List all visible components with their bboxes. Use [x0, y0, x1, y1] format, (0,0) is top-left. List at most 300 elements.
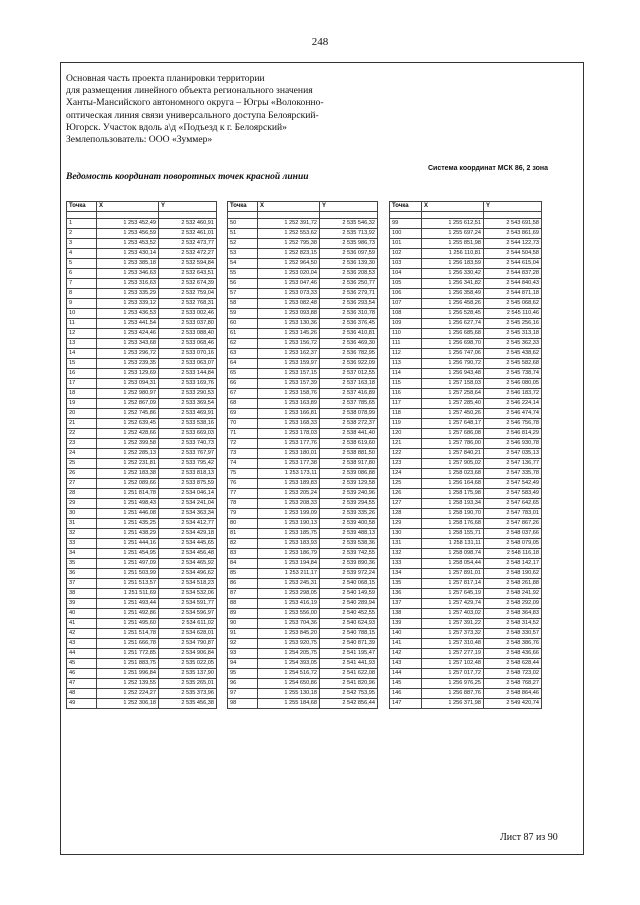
- point-number: 43: [67, 639, 97, 649]
- y-coordinate: 2 545 362,33: [484, 339, 542, 349]
- point-number: 132: [390, 549, 422, 559]
- x-coordinate: 1 253 452,49: [97, 219, 159, 229]
- point-number: 71: [228, 429, 258, 439]
- point-number: 45: [67, 659, 97, 669]
- y-coordinate: 2 538 619,60: [320, 439, 378, 449]
- x-coordinate: 1 254 205,75: [258, 649, 320, 659]
- x-coordinate: 1 251 435,25: [97, 519, 159, 529]
- y-coordinate: 2 549 420,74: [484, 699, 542, 709]
- point-number: 29: [67, 499, 97, 509]
- point-number: 73: [228, 449, 258, 459]
- point-number: 79: [228, 509, 258, 519]
- point-number: 57: [228, 289, 258, 299]
- x-coordinate: 1 252 399,58: [97, 439, 159, 449]
- point-number: 80: [228, 519, 258, 529]
- point-number: 49: [67, 699, 97, 709]
- y-coordinate: 2 539 294,55: [320, 499, 378, 509]
- point-number: 78: [228, 499, 258, 509]
- y-coordinate: 2 541 622,08: [320, 669, 378, 679]
- y-coordinate: 2 536 097,59: [320, 249, 378, 259]
- point-number: 63: [228, 349, 258, 359]
- table-row: [390, 499, 542, 509]
- y-coordinate: 2 545 068,62: [484, 299, 542, 309]
- y-coordinate: 2 536 139,30: [320, 259, 378, 269]
- point-number: 144: [390, 669, 422, 679]
- x-coordinate: 1 253 178,03: [258, 429, 320, 439]
- table-row: [228, 549, 378, 559]
- y-coordinate: 2 537 012,55: [320, 369, 378, 379]
- table-row: [228, 269, 378, 279]
- table-row: [390, 259, 542, 269]
- table-row: [390, 609, 542, 619]
- y-coordinate: 2 548 723,02: [484, 669, 542, 679]
- point-number: 68: [228, 399, 258, 409]
- x-coordinate: 1 255 130,18: [258, 689, 320, 699]
- point-number: 58: [228, 299, 258, 309]
- point-number: 64: [228, 359, 258, 369]
- y-coordinate: 2 548 079,05: [484, 539, 542, 549]
- point-number: 133: [390, 559, 422, 569]
- x-coordinate: 1 255 697,24: [422, 229, 484, 239]
- x-coordinate: 1 253 185,75: [258, 529, 320, 539]
- x-coordinate: 1 253 211,17: [258, 569, 320, 579]
- y-coordinate: 2 544 504,58: [484, 249, 542, 259]
- table-row: [228, 419, 378, 429]
- point-number: 7: [67, 279, 97, 289]
- table-row: [228, 439, 378, 449]
- y-coordinate: 2 539 742,55: [320, 549, 378, 559]
- x-coordinate: 1 253 130,36: [258, 319, 320, 329]
- point-number: 67: [228, 389, 258, 399]
- point-number: 70: [228, 419, 258, 429]
- x-coordinate: 1 253 205,24: [258, 489, 320, 499]
- x-coordinate: 1 253 180,01: [258, 449, 320, 459]
- y-coordinate: 2 547 542,49: [484, 479, 542, 489]
- y-coordinate: 2 543 861,69: [484, 229, 542, 239]
- x-coordinate: 1 257 285,40: [422, 399, 484, 409]
- point-number: 124: [390, 469, 422, 479]
- table-row: [67, 439, 217, 449]
- table-row: [228, 459, 378, 469]
- point-number: 111: [390, 339, 422, 349]
- y-coordinate: 2 539 129,58: [320, 479, 378, 489]
- header-line: Югорск. Участок вдоль а\д «Подъезд к г. Белоярский»: [66, 121, 287, 133]
- x-coordinate: 1 255 612,51: [422, 219, 484, 229]
- table-row: [390, 649, 542, 659]
- point-number: 17: [67, 379, 97, 389]
- x-coordinate: 1 257 277,19: [422, 649, 484, 659]
- y-coordinate: 2 534 046,14: [159, 489, 217, 499]
- x-coordinate: 1 253 168,33: [258, 419, 320, 429]
- x-coordinate: 1 253 920,75: [258, 639, 320, 649]
- x-coordinate: 1 253 190,13: [258, 519, 320, 529]
- point-number: 86: [228, 579, 258, 589]
- table-row: [228, 319, 378, 329]
- x-coordinate: 1 258 193,34: [422, 499, 484, 509]
- x-coordinate: 1 253 424,46: [97, 329, 159, 339]
- x-coordinate: 1 252 823,15: [258, 249, 320, 259]
- x-coordinate: 1 253 239,35: [97, 359, 159, 369]
- point-number: 19: [67, 399, 97, 409]
- x-coordinate: 1 258 054,44: [422, 559, 484, 569]
- x-coordinate: 1 251 996,84: [97, 669, 159, 679]
- y-coordinate: 2 548 190,62: [484, 569, 542, 579]
- x-coordinate: 1 253 094,31: [97, 379, 159, 389]
- x-coordinate: 1 253 199,09: [258, 509, 320, 519]
- y-coordinate: 2 540 149,59: [320, 589, 378, 599]
- point-number: 108: [390, 309, 422, 319]
- point-number: 25: [67, 459, 97, 469]
- table-row: [228, 509, 378, 519]
- header-line: Основная часть проекта планировки территории: [66, 73, 265, 84]
- point-number: 113: [390, 359, 422, 369]
- table-row: [67, 519, 217, 529]
- y-coordinate: 2 539 488,13: [320, 529, 378, 539]
- y-column-header: Y: [159, 202, 217, 212]
- y-coordinate: 2 535 265,01: [159, 679, 217, 689]
- table-title: Ведомость координат поворотных точек красной линии: [66, 172, 309, 182]
- table-row: [390, 419, 542, 429]
- point-number: 96: [228, 679, 258, 689]
- table-row: [390, 679, 542, 689]
- x-coordinate: 1 251 503,99: [97, 569, 159, 579]
- y-coordinate: 2 540 452,55: [320, 609, 378, 619]
- header-line: для размещения линейного объекта регионального значения: [66, 85, 313, 97]
- table-row: [390, 439, 542, 449]
- point-number: 82: [228, 539, 258, 549]
- table-row: [67, 269, 217, 279]
- point-number: 106: [390, 289, 422, 299]
- y-coordinate: 2 533 740,73: [159, 439, 217, 449]
- x-coordinate: 1 252 391,72: [258, 219, 320, 229]
- table-row: [390, 269, 542, 279]
- y-coordinate: 2 534 628,01: [159, 629, 217, 639]
- point-number: 93: [228, 649, 258, 659]
- y-coordinate: 2 532 759,04: [159, 289, 217, 299]
- table-row: [228, 529, 378, 539]
- x-coordinate: 1 256 458,26: [422, 299, 484, 309]
- table-row: [67, 589, 217, 599]
- point-number: 87: [228, 589, 258, 599]
- x-coordinate: 1 253 047,46: [258, 279, 320, 289]
- table-row: [390, 249, 542, 259]
- y-coordinate: 2 533 063,07: [159, 359, 217, 369]
- y-coordinate: 2 535 373,96: [159, 689, 217, 699]
- table-row: [67, 499, 217, 509]
- point-number: 136: [390, 589, 422, 599]
- table-row: [67, 529, 217, 539]
- point-number: 116: [390, 389, 422, 399]
- x-coordinate: 1 256 341,82: [422, 279, 484, 289]
- point-number: 138: [390, 609, 422, 619]
- x-coordinate: 1 253 173,11: [258, 469, 320, 479]
- x-coordinate: 1 251 495,60: [97, 619, 159, 629]
- page-number: 248: [311, 36, 329, 48]
- y-coordinate: 2 532 461,01: [159, 229, 217, 239]
- point-number: 110: [390, 329, 422, 339]
- x-coordinate: 1 252 867,09: [97, 399, 159, 409]
- table-row: [228, 589, 378, 599]
- table-row: [390, 229, 542, 239]
- table-row: [228, 679, 378, 689]
- table-row: [228, 579, 378, 589]
- point-number: 120: [390, 429, 422, 439]
- table-row: [228, 599, 378, 609]
- table-row: [390, 349, 542, 359]
- y-coordinate: 2 548 386,76: [484, 639, 542, 649]
- x-coordinate: 1 253 145,26: [258, 329, 320, 339]
- x-coordinate: 1 252 964,50: [258, 259, 320, 269]
- point-number: 8: [67, 289, 97, 299]
- y-column-header: Y: [320, 202, 378, 212]
- point-number: 91: [228, 629, 258, 639]
- point-number: 92: [228, 639, 258, 649]
- point-number: 76: [228, 479, 258, 489]
- point-number: 46: [67, 669, 97, 679]
- point-column-header: Точка: [390, 202, 422, 212]
- point-number: 9: [67, 299, 97, 309]
- table-row: [67, 309, 217, 319]
- x-coordinate: 1 253 245,31: [258, 579, 320, 589]
- table-row: [67, 399, 217, 409]
- point-number: 72: [228, 439, 258, 449]
- point-number: 26: [67, 469, 97, 479]
- y-coordinate: 2 534 591,77: [159, 599, 217, 609]
- x-coordinate: 1 258 098,74: [422, 549, 484, 559]
- x-coordinate: 1 257 373,32: [422, 629, 484, 639]
- x-coordinate: 1 251 498,43: [97, 499, 159, 509]
- sheet-number: Лист 87 из 90: [500, 832, 558, 843]
- x-coordinate: 1 253 177,38: [258, 459, 320, 469]
- point-number: 100: [390, 229, 422, 239]
- table-row: [228, 309, 378, 319]
- table-row: [228, 279, 378, 289]
- point-number: 12: [67, 329, 97, 339]
- y-coordinate: 2 534 429,18: [159, 529, 217, 539]
- table-row: [390, 219, 542, 229]
- table-row: [67, 649, 217, 659]
- point-number: 75: [228, 469, 258, 479]
- y-coordinate: 2 540 068,15: [320, 579, 378, 589]
- y-coordinate: 2 538 441,40: [320, 429, 378, 439]
- x-column-header: X: [258, 202, 320, 212]
- table-row: [67, 609, 217, 619]
- x-coordinate: 1 253 385,18: [97, 259, 159, 269]
- table-row: [390, 489, 542, 499]
- point-number: 107: [390, 299, 422, 309]
- y-coordinate: 2 536 922,09: [320, 359, 378, 369]
- y-coordinate: 2 539 538,36: [320, 539, 378, 549]
- point-number: 126: [390, 489, 422, 499]
- table-row: [390, 369, 542, 379]
- y-coordinate: 2 534 412,77: [159, 519, 217, 529]
- x-coordinate: 1 257 310,48: [422, 639, 484, 649]
- table-row: [67, 669, 217, 679]
- y-coordinate: 2 544 837,28: [484, 269, 542, 279]
- table-row: [228, 469, 378, 479]
- point-number: 2: [67, 229, 97, 239]
- y-coordinate: 2 534 241,04: [159, 499, 217, 509]
- y-coordinate: 2 540 624,93: [320, 619, 378, 629]
- point-number: 105: [390, 279, 422, 289]
- point-number: 35: [67, 559, 97, 569]
- table-row: [390, 359, 542, 369]
- x-coordinate: 1 257 258,64: [422, 389, 484, 399]
- table-row: [228, 389, 378, 399]
- point-number: 131: [390, 539, 422, 549]
- x-coordinate: 1 256 164,68: [422, 479, 484, 489]
- y-coordinate: 2 533 088,40: [159, 329, 217, 339]
- point-number: 40: [67, 609, 97, 619]
- table-row: [67, 699, 217, 709]
- x-coordinate: 1 257 648,17: [422, 419, 484, 429]
- y-coordinate: 2 533 169,76: [159, 379, 217, 389]
- x-coordinate: 1 256 790,72: [422, 359, 484, 369]
- point-number: 52: [228, 239, 258, 249]
- table-row: [390, 469, 542, 479]
- point-number: 83: [228, 549, 258, 559]
- point-number: 31: [67, 519, 97, 529]
- y-coordinate: 2 534 496,62: [159, 569, 217, 579]
- point-number: 15: [67, 359, 97, 369]
- table-row: [228, 289, 378, 299]
- x-coordinate: 1 258 023,68: [422, 469, 484, 479]
- x-coordinate: 1 251 514,78: [97, 629, 159, 639]
- point-number: 18: [67, 389, 97, 399]
- x-column-header: X: [422, 202, 484, 212]
- x-coordinate: 1 253 296,72: [97, 349, 159, 359]
- y-coordinate: 2 548 436,66: [484, 649, 542, 659]
- y-coordinate: 2 539 335,26: [320, 509, 378, 519]
- y-coordinate: 2 540 871,39: [320, 639, 378, 649]
- table-row: [67, 619, 217, 629]
- y-coordinate: 2 534 465,92: [159, 559, 217, 569]
- table-row: [390, 509, 542, 519]
- coordinate-system-label: Система координат МСК 86, 2 зона: [428, 165, 549, 172]
- table-row: [67, 549, 217, 559]
- x-coordinate: 1 253 093,88: [258, 309, 320, 319]
- table-row: [67, 559, 217, 569]
- y-coordinate: 2 548 241,92: [484, 589, 542, 599]
- y-coordinate: 2 534 596,97: [159, 609, 217, 619]
- point-number: 47: [67, 679, 97, 689]
- table-row: [228, 349, 378, 359]
- table-row: [390, 539, 542, 549]
- point-number: 137: [390, 599, 422, 609]
- table-row: [228, 619, 378, 629]
- x-coordinate: 1 257 786,00: [422, 439, 484, 449]
- table-row: [390, 569, 542, 579]
- table-row: [67, 449, 217, 459]
- table-row: [390, 279, 542, 289]
- x-column-header: X: [97, 202, 159, 212]
- y-coordinate: 2 537 163,18: [320, 379, 378, 389]
- point-number: 48: [67, 689, 97, 699]
- y-coordinate: 2 533 037,80: [159, 319, 217, 329]
- point-number: 51: [228, 229, 258, 239]
- table-row: [390, 619, 542, 629]
- x-coordinate: 1 257 102,48: [422, 659, 484, 669]
- point-number: 6: [67, 269, 97, 279]
- y-coordinate: 2 546 183,72: [484, 389, 542, 399]
- table-row: [390, 579, 542, 589]
- table-row: [67, 339, 217, 349]
- table-row: [390, 549, 542, 559]
- point-number: 1: [67, 219, 97, 229]
- table-row: [228, 569, 378, 579]
- x-coordinate: 1 252 980,97: [97, 389, 159, 399]
- table-row: [228, 689, 378, 699]
- point-number: 23: [67, 439, 97, 449]
- table-row: [228, 479, 378, 489]
- x-coordinate: 1 258 190,70: [422, 509, 484, 519]
- point-column-header: Точка: [228, 202, 258, 212]
- table-row: [67, 469, 217, 479]
- point-number: 10: [67, 309, 97, 319]
- point-number: 37: [67, 579, 97, 589]
- x-coordinate: 1 253 158,76: [258, 389, 320, 399]
- point-number: 130: [390, 529, 422, 539]
- x-coordinate: 1 256 371,98: [422, 699, 484, 709]
- point-number: 112: [390, 349, 422, 359]
- point-number: 97: [228, 689, 258, 699]
- table-row: [390, 699, 542, 709]
- table-row: [67, 229, 217, 239]
- x-coordinate: 1 257 429,74: [422, 599, 484, 609]
- x-coordinate: 1 252 553,62: [258, 229, 320, 239]
- y-coordinate: 2 536 410,81: [320, 329, 378, 339]
- x-coordinate: 1 251 446,08: [97, 509, 159, 519]
- table-row: [390, 589, 542, 599]
- table-row: [390, 389, 542, 399]
- y-coordinate: 2 546 474,74: [484, 409, 542, 419]
- y-coordinate: 2 546 080,05: [484, 379, 542, 389]
- x-coordinate: 1 251 497,09: [97, 559, 159, 569]
- table-row: [390, 459, 542, 469]
- point-number: 42: [67, 629, 97, 639]
- table-row: [390, 519, 542, 529]
- y-coordinate: 2 545 582,68: [484, 359, 542, 369]
- y-coordinate: 2 532 674,39: [159, 279, 217, 289]
- table-row: [228, 559, 378, 569]
- point-number: 34: [67, 549, 97, 559]
- table-row: [67, 509, 217, 519]
- table-header-row: [390, 202, 542, 212]
- x-coordinate: 1 252 231,81: [97, 459, 159, 469]
- y-coordinate: 2 536 208,53: [320, 269, 378, 279]
- y-coordinate: 2 541 441,93: [320, 659, 378, 669]
- x-coordinate: 1 253 177,76: [258, 439, 320, 449]
- x-coordinate: 1 252 139,55: [97, 679, 159, 689]
- table-row: [390, 689, 542, 699]
- y-coordinate: 2 539 972,24: [320, 569, 378, 579]
- point-number: 135: [390, 579, 422, 589]
- table-row: [390, 299, 542, 309]
- point-number: 21: [67, 419, 97, 429]
- x-coordinate: 1 256 943,48: [422, 369, 484, 379]
- table-row: [390, 239, 542, 249]
- x-coordinate: 1 253 339,12: [97, 299, 159, 309]
- x-coordinate: 1 258 175,98: [422, 489, 484, 499]
- x-coordinate: 1 256 528,45: [422, 309, 484, 319]
- y-coordinate: 2 533 875,59: [159, 479, 217, 489]
- point-number: 118: [390, 409, 422, 419]
- table-row: [228, 299, 378, 309]
- y-coordinate: 2 536 782,95: [320, 349, 378, 359]
- y-coordinate: 2 536 293,54: [320, 299, 378, 309]
- x-coordinate: 1 251 772,85: [97, 649, 159, 659]
- point-number: 3: [67, 239, 97, 249]
